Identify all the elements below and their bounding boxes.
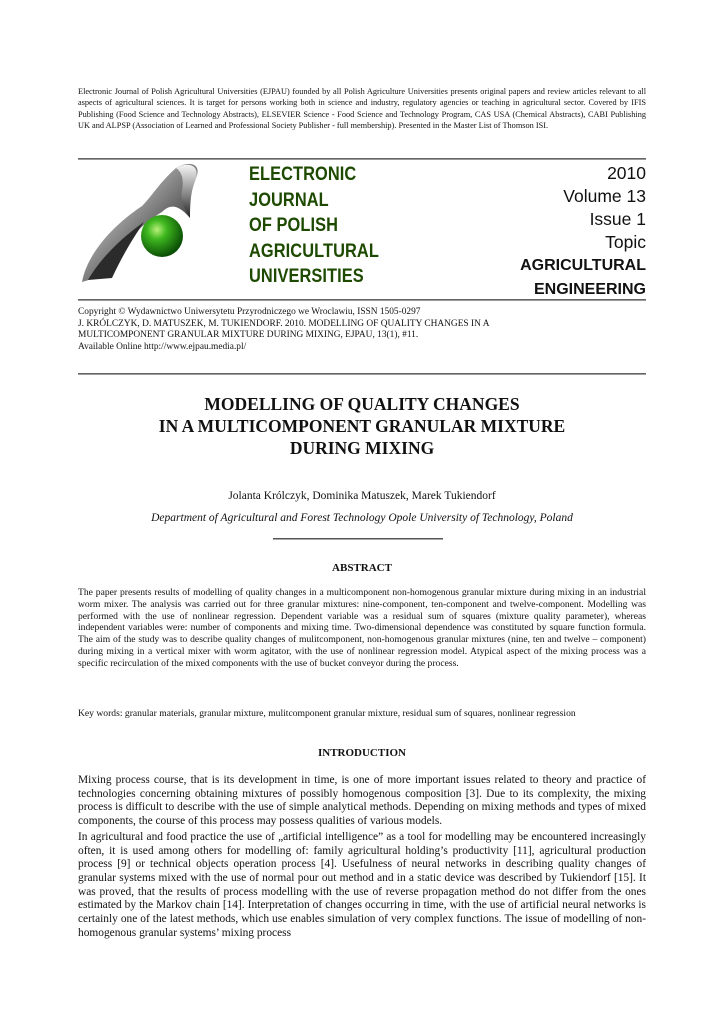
title-separator	[273, 538, 443, 540]
issue-year: 2010	[607, 163, 646, 183]
issue-volume: Volume 13	[563, 186, 646, 206]
affiliation: Department of Agricultural and Forest Technology Opole University of Technology, Poland	[151, 512, 573, 524]
issue-number: Issue 1	[589, 209, 646, 229]
issue-topic-line1: AGRICULTURAL	[520, 257, 646, 274]
abstract-heading: ABSTRACT	[332, 562, 392, 574]
authors: Jolanta Królczyk, Dominika Matuszek, Marek Tukiendorf	[228, 490, 496, 502]
citation-line1: J. KRÓLCZYK, D. MATUSZEK, M. TUKIENDORF. 2010. MODELLING OF QUALITY CHANGES IN A	[78, 318, 490, 329]
citation-line2: MULTICOMPONENT GRANULAR MIXTURE DURING MIXING, EJPAU, 13(1), #11.	[78, 330, 419, 341]
journal-title-block	[249, 162, 379, 290]
paper-title-line3: DURING MIXING	[289, 438, 435, 458]
paper-title	[78, 393, 646, 459]
issue-info	[520, 162, 646, 302]
journal-title-line2: JOURNAL	[249, 188, 329, 211]
issue-topic-label: Topic	[605, 232, 646, 252]
abstract-text: The paper presents results of modelling of quality changes in a multicomponent non-homogenous granular mixture during mixing in an industrial worm mixer. The analysis was carried out for three granular mixtures: nine-component, ten-component and twelve-component. Modelling was performed with the use of nonlinear regression. Dependent variable was a residual sum of squares (mixture quality parameter), whereas independent variables were: number of components and mixing time. Two-dimensional dependence was constituted by square function formula. The aim of the study was to describe quality changes of mulitcomponent, non-homogenous granular mixtures (nine, ten and twelve – component) during mixing in a vertical mixer with worm agitator, with the use of nonlinear regression model. Atypical aspect of the mixing process was a specific recirculation of the mixed components with the use of bucket conveyor during the process.	[78, 587, 646, 669]
divider-middle	[78, 299, 646, 301]
journal-title-line1: ELECTRONIC	[249, 163, 357, 185]
copyright-line: Copyright © Wydawnictwo Uniwersytetu Przyrodniczego we Wroclawiu, ISSN 1505-0297	[78, 307, 421, 317]
journal-title-line3: OF POLISH	[249, 214, 339, 236]
keywords: Key words: granular materials, granular mixture, mulitcomponent granular mixture, residual sum of squares, nonlinear regression	[78, 708, 576, 719]
paper-title-line1: MODELLING OF QUALITY CHANGES	[204, 394, 520, 414]
divider-bottom	[78, 373, 646, 375]
availability-line: Available Online http://www.ejpau.media.pl/	[78, 341, 247, 352]
paper-title-line2: IN A MULTICOMPONENT GRANULAR MIXTURE	[158, 416, 566, 436]
journal-title-line5: UNIVERSITIES	[249, 265, 364, 287]
journal-title-line4: AGRICULTURAL	[249, 239, 379, 262]
citation-block	[78, 307, 646, 353]
issue-topic-line2: ENGINEERING	[533, 281, 646, 298]
introduction-paragraph-2: In agricultural and food practice the use of „artificial intelligence” as a tool for modelling may be encountered increasingly often, it is used among others for modelling of: family agricultural holding’s productivity [11], agricultural production process [9] or technical objects operation process [4]. Usefulness of neural networks in describing quality changes of granular systems mixed with the use of normal pour out method and in a static device was described by Tukiendorf [15]. It was proved, that the results of process modelling with the use of reverse propagation method do not differ from the ones estimated by the Markov chain [14]. Interpretation of changes occurring in time, with the use of artificial neural networks is certainly one of the latest methods, which use enables simulation of very complex functions. The issue of modelling of non-homogenous granular systems’ mixing process	[78, 830, 646, 939]
introduction-body	[78, 774, 646, 942]
journal-logo-icon	[78, 160, 206, 290]
journal-description: Electronic Journal of Polish Agricultural Universities (EJPAU) founded by all Polish Agriculture Universities presents original papers and review articles relevant to all aspects of agricultural sciences. It is target for persons working both in science and industry, regulatory agencies or teaching in agricultural sector. Covered by IFIS Publishing (Food Science and Technology Abstracts), ELSEVIER Science - Food Science and Technology Program, CAS USA (Chemical Abstracts), CABI Publishing UK and ALPSP (Association of Learned and Professional Society Publisher - full membership). Presented in the Master List of Thomson ISI.	[78, 87, 646, 130]
introduction-heading: INTRODUCTION	[317, 747, 406, 759]
introduction-paragraph-1: Mixing process course, that is its development in time, is one of more important issues related to theory and practice of technologies concerning obtaining mixtures of possibly homogenous composition [3]. Due to its complexity, the mixing process is difficult to describe with the use of simple analytical methods. Depending on mixing methods and types of mixed components, the course of this process may possess qualities of various models.	[78, 774, 646, 828]
